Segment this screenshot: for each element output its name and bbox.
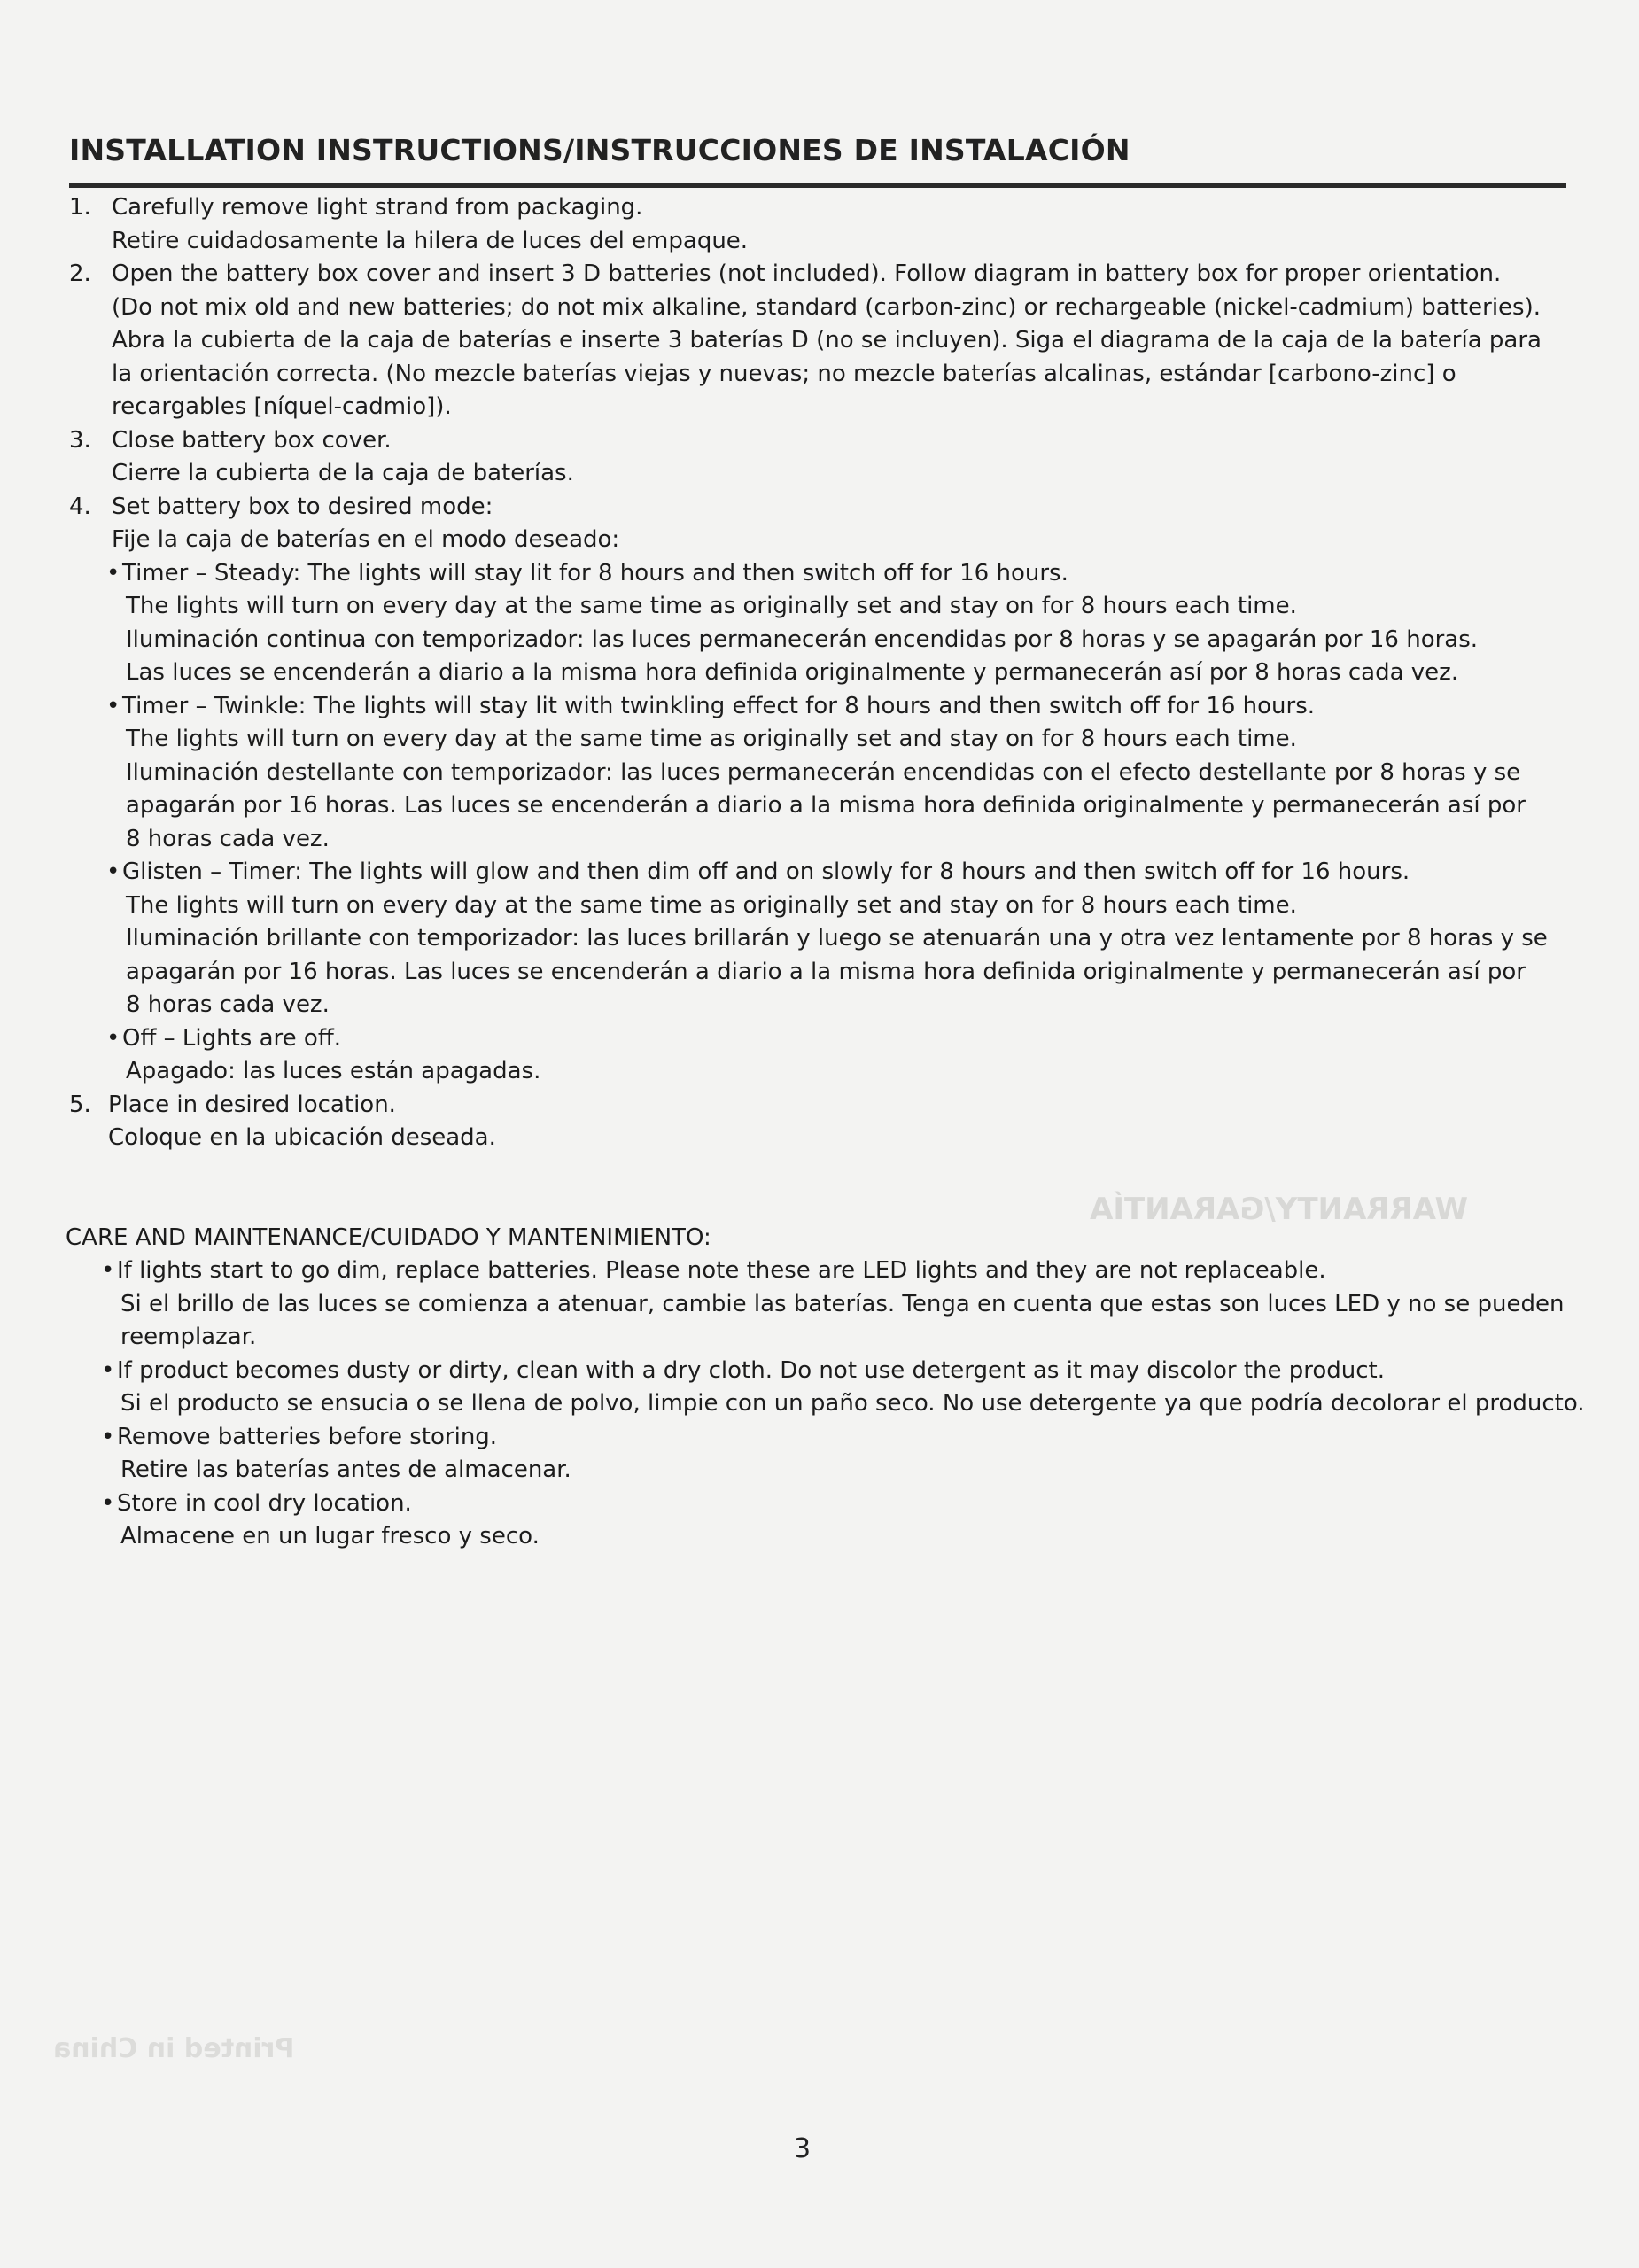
care-item-remove-batteries (66, 1421, 1575, 1487)
care-section (66, 1222, 1585, 1554)
mode-text: 8 horas cada vez. (126, 991, 330, 1018)
step-number: 1. (69, 194, 91, 221)
bullet: • (101, 1356, 115, 1384)
mode-text: apagarán por 16 horas. Las luces se encenderán a diario a la misma hora definida originalmente y permanecerán así por (126, 792, 1526, 819)
bullet: • (101, 1423, 115, 1450)
mode-text: 8 horas cada vez. (126, 825, 330, 852)
page-number: 3 (794, 2133, 812, 2164)
step-text: Retire cuidadosamente la hilera de luces del empaque. (112, 227, 749, 254)
step-text: Fije la caja de baterías en el modo deseado: (112, 526, 620, 553)
care-text: Remove batteries before storing. (117, 1423, 498, 1450)
care-text: Almacene en un lugar fresco y seco. (120, 1523, 540, 1550)
step-4 (69, 491, 1575, 1089)
step-text: Coloque en la ubicación deseada. (108, 1124, 496, 1151)
mode-timer-twinkle (69, 690, 1575, 857)
step-text: Open the battery box cover and insert 3 D batteries (not included). Follow diagram in battery box for proper orientation. (112, 260, 1502, 287)
care-item-dim-lights (66, 1254, 1575, 1355)
mode-text: Iluminación continua con temporizador: las luces permanecerán encendidas por 8 horas y se apagarán por 16 horas. (126, 625, 1479, 653)
bleed-through-warranty: WARRANTY/GARANTÍA (1090, 1192, 1468, 1227)
title-rule (69, 183, 1566, 188)
mode-glisten-timer (69, 856, 1575, 1022)
care-text: If lights start to go dim, replace batteries. Please note these are LED lights and they are not replaceable. (117, 1257, 1326, 1284)
step-text: Carefully remove light strand from packaging. (112, 194, 643, 221)
mode-text: Iluminación destellante con temporizador: las luces permanecerán encendidas con el efecto destellante por 8 horas y se (126, 758, 1521, 786)
mode-timer-steady (69, 557, 1575, 690)
care-heading: CARE AND MAINTENANCE/CUIDADO Y MANTENIMIENTO: (66, 1223, 711, 1251)
step-2 (69, 258, 1575, 424)
bullet: • (101, 1257, 115, 1284)
page-title: INSTALLATION INSTRUCTIONS/INSTRUCCIONES DE INSTALACIÓN (69, 133, 1130, 167)
step-1 (69, 191, 1575, 258)
bullet: • (106, 559, 120, 586)
bullet: • (101, 1489, 115, 1517)
mode-text: Timer – Twinkle: The lights will stay lit with twinkling effect for 8 hours and then switch off for 16 hours. (122, 692, 1316, 719)
step-text: Close battery box cover. (112, 426, 392, 454)
care-text: reemplazar. (120, 1324, 257, 1350)
mode-text: apagarán por 16 horas. Las luces se encenderán a diario a la misma hora definida originalmente y permanecerán así por (126, 958, 1526, 985)
step-text: Set battery box to desired mode: (112, 493, 493, 520)
step-text: (Do not mix old and new batteries; do not mix alkaline, standard (carbon-zinc) or rechargeable (nickel-cadmium) batteries). (112, 293, 1541, 321)
step-text: Place in desired location. (108, 1091, 396, 1118)
step-text: la orientación correcta. (No mezcle baterías viejas y nuevas; no mezcle baterías alcalinas, estándar [carbono-zinc] o (112, 360, 1456, 387)
mode-off (69, 1022, 1575, 1089)
step-text: recargables [níquel-cadmio]). (112, 393, 452, 420)
step-text: Abra la cubierta de la caja de baterías e inserte 3 baterías D (no se incluyen). Siga el diagrama de la caja de la batería para (112, 327, 1542, 353)
step-3 (69, 424, 1575, 491)
instructions-body (66, 191, 1585, 1554)
care-text: If product becomes dusty or dirty, clean with a dry cloth. Do not use detergent as it may discolor the product. (117, 1356, 1386, 1384)
bleed-through-printed: Printed in China (53, 2033, 295, 2064)
care-text: Retire las baterías antes de almacenar. (120, 1456, 571, 1483)
step-text: Cierre la cubierta de la caja de baterías. (112, 460, 574, 486)
care-text: Si el brillo de las luces se comienza a atenuar, cambie las baterías. Tenga en cuenta que estas son luces LED y no se pueden (120, 1290, 1565, 1317)
mode-text: Off – Lights are off. (122, 1024, 341, 1052)
mode-text: Iluminación brillante con temporizador: las luces brillarán y luego se atenuarán una y otra vez lentamente por 8 horas y se (126, 925, 1548, 951)
care-text: Store in cool dry location. (117, 1489, 412, 1517)
care-item-cleaning (66, 1355, 1585, 1421)
step-number: 4. (69, 493, 91, 520)
mode-text: The lights will turn on every day at the same time as originally set and stay on for 8 hours each time. (126, 593, 1297, 619)
step-number: 3. (69, 426, 91, 454)
care-item-storage (66, 1487, 1575, 1554)
step-number: 5. (69, 1091, 91, 1118)
mode-text: Apagado: las luces están apagadas. (126, 1058, 541, 1084)
mode-text: Las luces se encenderán a diario a la misma hora definida originalmente y permanecerán así por 8 horas cada vez. (126, 659, 1459, 686)
bullet: • (106, 1024, 120, 1052)
mode-text: Glisten – Timer: The lights will glow and then dim off and on slowly for 8 hours and then switch off for 16 hours. (122, 858, 1410, 885)
section-spacer (69, 1155, 1575, 1222)
bullet: • (106, 858, 120, 885)
step-number: 2. (69, 260, 91, 287)
mode-text: The lights will turn on every day at the same time as originally set and stay on for 8 hours each time. (126, 726, 1297, 752)
step-5 (69, 1089, 1575, 1155)
bullet: • (106, 692, 120, 719)
mode-text: Timer – Steady: The lights will stay lit for 8 hours and then switch off for 16 hours. (122, 559, 1068, 586)
care-text: Si el producto se ensucia o se llena de polvo, limpie con un paño seco. No use detergente ya que podría decolorar el producto. (120, 1390, 1585, 1417)
mode-text: The lights will turn on every day at the same time as originally set and stay on for 8 hours each time. (126, 891, 1297, 919)
